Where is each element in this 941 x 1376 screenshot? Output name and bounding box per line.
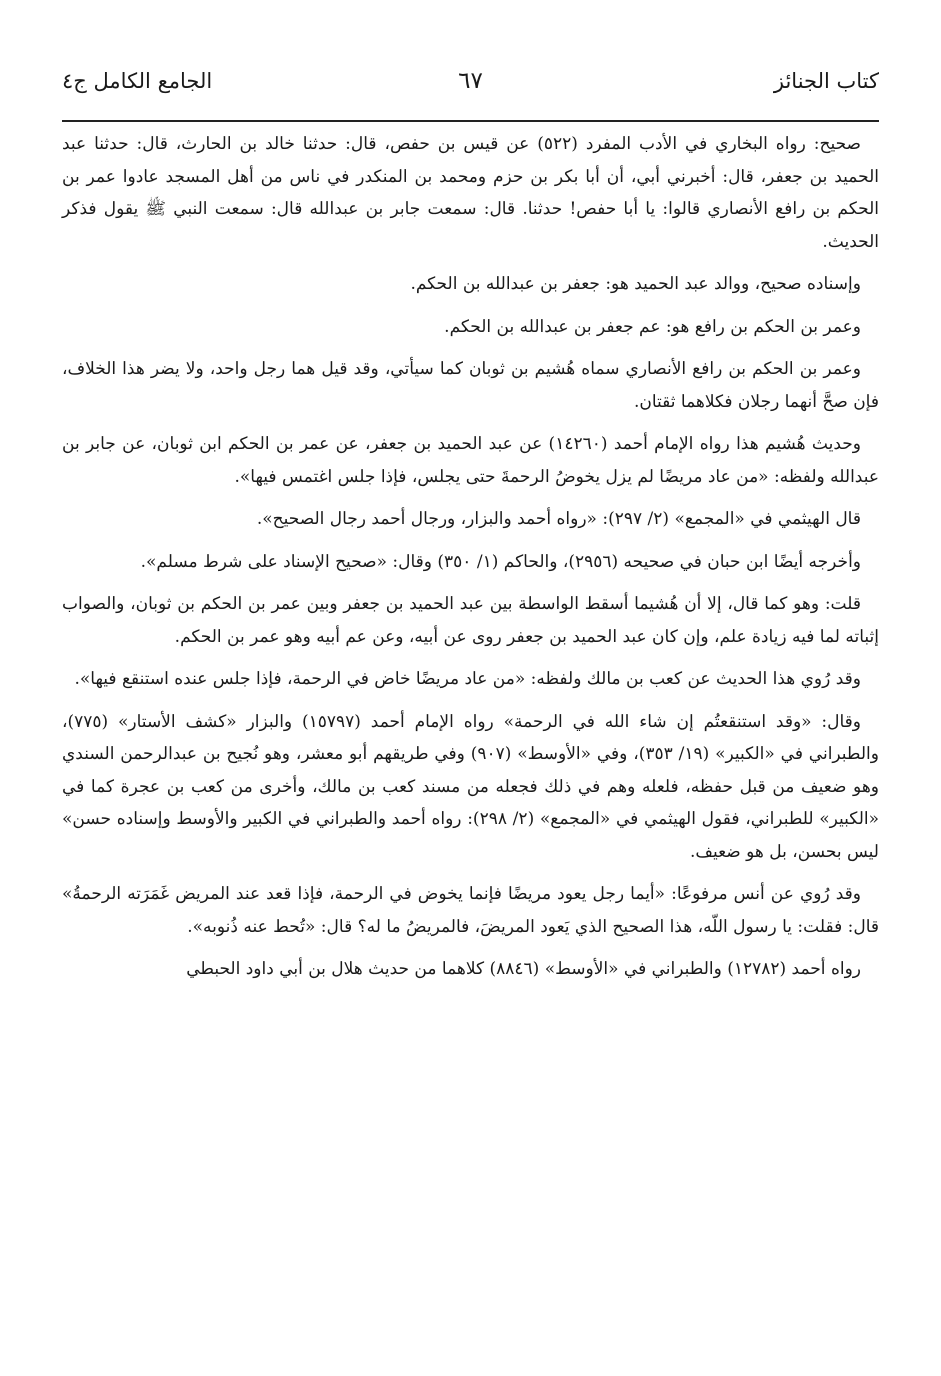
paragraph: وعمر بن الحكم بن رافع الأنصاري سماه هُشيم بن ثوبان كما سيأتي، وقد قيل هما رجل واحد، ولا يضر هذا الخلاف، فإن صحَّ أنهما رجلان فكلاهما ثقتان. — [62, 359, 879, 412]
running-header — [62, 58, 879, 104]
page-body — [62, 128, 879, 996]
paragraph: وعمر بن الحكم بن رافع هو: عم جعفر بن عبدالله بن الحكم. — [444, 316, 861, 337]
page-number: ٦٧ — [458, 68, 483, 94]
paragraph: صحيح: رواه البخاري في الأدب المفرد (٥٢٢) عن قيس بن حفص، قال: حدثنا خالد بن الحارث، قال: حدثنا عبد الحميد بن جعفر، قال: أخبرني أبي، أن أبا بكر بن حزم ومحمد بن المنكدر في ناس من أهل المسجد عادوا عمر بن الحكم بن رافع الأنصاري قالوا: يا أبا حفص! حدثنا. قال: سمعت جابر بن عبدالله قال: سمعت النبي ﷺ يقول فذكر الحديث. — [62, 134, 879, 252]
series-title: الجامع الكامل ج٤ — [62, 69, 213, 93]
paragraph: وقد رُوي عن أنس مرفوعًا: «أيما رجل يعود مريضًا فإنما يخوض في الرحمة، فإذا قعد عند المريض غَمَرَته الرحمةُ» قال: فقلت: يا رسول اللّه، هذا الصحيح الذي يَعود المريضَ، فالمريضُ ما له؟ قال: «تُحط عنه ذُنوبه». — [62, 884, 879, 937]
header-rule — [62, 120, 879, 122]
paragraph: وقد رُوي هذا الحديث عن كعب بن مالك ولفظه: «من عاد مريضًا خاض في الرحمة، فإذا جلس عنده استنقع فيها». — [74, 669, 861, 689]
paragraph: رواه أحمد (١٢٧٨٢) والطبراني في «الأوسط» (٨٨٤٦) كلاهما من حديث هلال بن أبي داود الحبطي — [186, 959, 861, 979]
paragraph: قال الهيثمي في «المجمع» (٢/ ٢٩٧): «رواه أحمد والبزار، ورجال أحمد رجال الصحيح». — [256, 509, 861, 529]
paragraph: وإسناده صحيح، ووالد عبد الحميد هو: جعفر بن عبدالله بن الحكم. — [410, 274, 861, 294]
paragraph: وقال: «وقد استنقعتُم إن شاء الله في الرحمة» رواه الإمام أحمد (١٥٧٩٧) والبزار «كشف الأستار» (٧٧٥)، والطبراني في «الكبير» (١٩/ ٣٥٣)، وفي «الأوسط» (٩٠٧) وفي طريقهم أبو معشر، وهو نُجيح بن عبدالرحمن السندي وهو ضعيف من قبل حفظه، فلعله وهم في ذلك فجعله من مسند كعب بن مالك، وأخرى من كعب بن عجرة كما في «الكبير» للطبراني، فقول الهيثمي في «المجمع» (٢/ ٢٩٨): رواه أحمد والطبراني في الكبير والأوسط وإسناده حسن» ليس بحسن، بل هو ضعيف. — [62, 711, 880, 862]
paragraph: وأخرجه أيضًا ابن حبان في صحيحه (٢٩٥٦)، والحاكم (١/ ٣٥٠) وقال: «صحيح الإسناد على شرط مسلم». — [140, 551, 861, 572]
paragraph: قلت: وهو كما قال، إلا أن هُشيما أسقط الواسطة بين عبد الحميد بن جعفر وبين عمر بن الحكم بن ثوبان، والصواب إثباته لما فيه زيادة علم، وإن كان عبد الحميد بن جعفر روى عن أبيه، وعن عم أبيه وهو عمر بن الحكم. — [62, 594, 879, 647]
book-title: كتاب الجنائز — [773, 69, 879, 93]
paragraph: وحديث هُشيم هذا رواه الإمام أحمد (١٤٢٦٠) عن عبد الحميد بن جعفر، عن عمر بن الحكم ابن ثوبان، عن جابر بن عبدالله ولفظه: «من عاد مريضًا لم يزل يخوضُ الرحمةَ حتى يجلس، فإذا جلس اغتمس فيها». — [62, 434, 879, 487]
